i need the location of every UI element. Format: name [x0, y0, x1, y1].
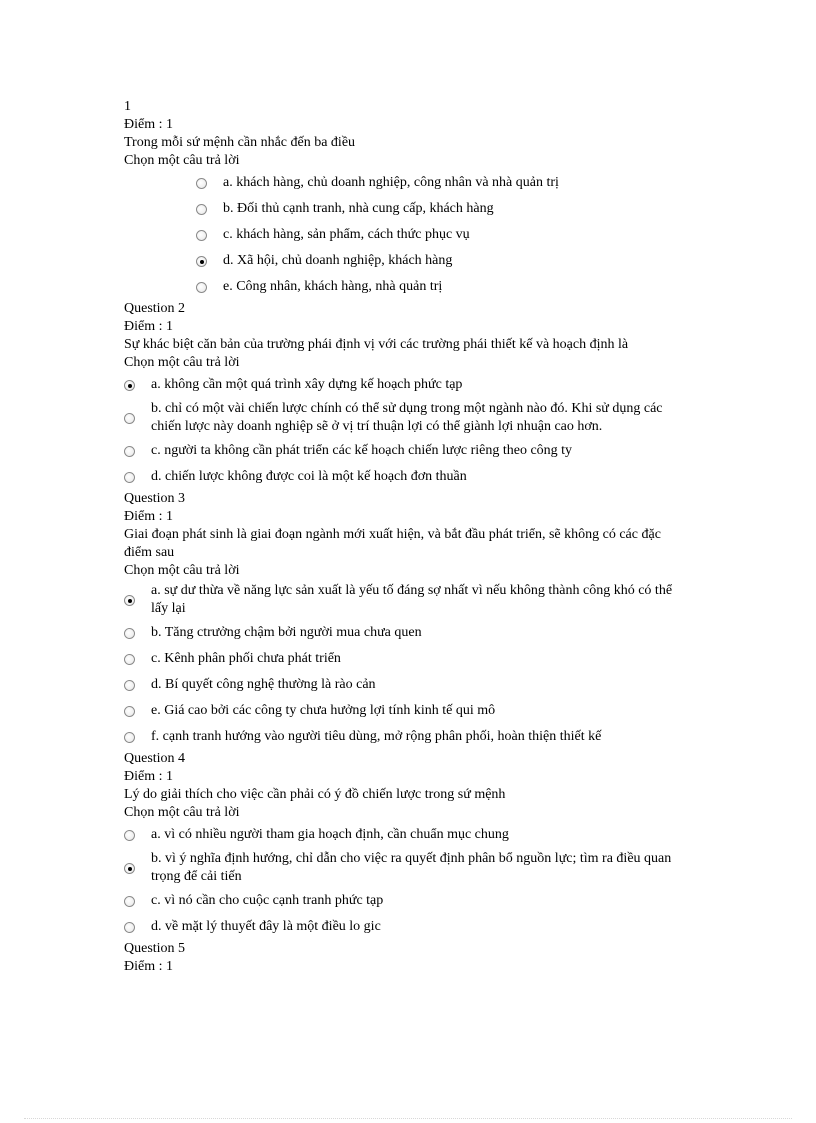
option-label: a. khách hàng, chủ doanh nghiệp, công nhân và nhà quản trị	[223, 175, 559, 190]
option-label: b. Tăng ctrưởng chậm bởi người mua chưa quen	[151, 625, 422, 640]
answer-option[interactable]	[124, 848, 684, 888]
radio-button-selected[interactable]	[124, 595, 135, 606]
answer-option[interactable]	[124, 646, 684, 672]
answer-option[interactable]	[124, 822, 684, 848]
radio-button[interactable]	[124, 472, 135, 483]
question-number: Question 3	[124, 491, 186, 506]
question-number: 1	[124, 99, 131, 114]
option-label: a. vì có nhiều người tham gia hoạch định, cần chuẩn mục chung	[151, 827, 509, 842]
question-number: Question 4	[124, 751, 186, 766]
radio-button[interactable]	[124, 446, 135, 457]
question-3	[124, 490, 684, 750]
answer-option[interactable]	[124, 464, 684, 490]
option-label: c. vì nó cần cho cuộc cạnh tranh phức tạp	[151, 893, 384, 908]
answer-option[interactable]	[124, 724, 684, 750]
radio-button[interactable]	[196, 178, 207, 189]
radio-button[interactable]	[124, 830, 135, 841]
option-label: e. Công nhân, khách hàng, nhà quản trị	[223, 279, 443, 294]
question-2	[124, 300, 684, 490]
answer-option[interactable]	[124, 372, 684, 398]
question-score: Điểm : 1	[124, 769, 173, 784]
answer-option[interactable]	[124, 274, 684, 300]
answer-prompt: Chọn một câu trả lời	[124, 563, 240, 578]
question-text: Sự khác biệt căn bản của trường phái định vị với các trường phái thiết kế và hoạch định là	[124, 337, 629, 352]
answer-option[interactable]	[124, 888, 684, 914]
option-label: d. Xã hội, chủ doanh nghiệp, khách hàng	[223, 253, 453, 268]
question-5	[124, 940, 684, 976]
answer-prompt: Chọn một câu trả lời	[124, 153, 240, 168]
radio-button[interactable]	[124, 654, 135, 665]
answer-prompt: Chọn một câu trả lời	[124, 805, 240, 820]
question-number: Question 2	[124, 301, 186, 316]
radio-button-selected[interactable]	[196, 256, 207, 267]
option-label: f. cạnh tranh hướng vào người tiêu dùng, mở rộng phân phối, hoàn thiện thiết kế	[151, 729, 602, 744]
answer-option[interactable]	[124, 398, 684, 438]
option-label: e. Giá cao bởi các công ty chưa hưởng lợi tính kinh tế qui mô	[151, 703, 496, 718]
option-label: b. Đối thủ cạnh tranh, nhà cung cấp, khách hàng	[223, 201, 494, 216]
answer-option[interactable]	[124, 196, 684, 222]
quiz-page	[124, 98, 684, 976]
question-score: Điểm : 1	[124, 117, 173, 132]
radio-button[interactable]	[196, 204, 207, 215]
option-label: c. Kênh phân phối chưa phát triển	[151, 651, 341, 666]
radio-button[interactable]	[124, 732, 135, 743]
radio-button[interactable]	[196, 230, 207, 241]
page-footer-divider	[24, 1118, 792, 1119]
radio-button[interactable]	[124, 706, 135, 717]
option-label: d. Bí quyết công nghệ thường là rào cản	[151, 677, 376, 692]
radio-button[interactable]	[124, 413, 135, 424]
radio-button-selected[interactable]	[124, 863, 135, 874]
answer-option[interactable]	[124, 248, 684, 274]
question-4	[124, 750, 684, 940]
answer-option[interactable]	[124, 438, 684, 464]
question-1	[124, 98, 684, 300]
answer-option[interactable]	[124, 672, 684, 698]
option-label: d. về mặt lý thuyết đây là một điều lo gic	[151, 919, 381, 934]
answer-option[interactable]	[124, 170, 684, 196]
option-label: b. chỉ có một vài chiến lược chính có thể sử dụng trong một ngành nào đó. Khi sử dụng các chiến lược này doanh nghiệp sẽ ở vị trí thuận lợi có thể giành lợi nhuận cao hơn.	[151, 401, 663, 434]
answer-option[interactable]	[124, 620, 684, 646]
answer-option[interactable]	[124, 580, 684, 620]
option-label: a. không cần một quá trình xây dựng kế hoạch phức tạp	[151, 377, 463, 392]
radio-button[interactable]	[124, 922, 135, 933]
question-score: Điểm : 1	[124, 959, 173, 974]
question-text: Lý do giải thích cho việc cần phải có ý đồ chiến lược trong sứ mệnh	[124, 787, 506, 802]
radio-button[interactable]	[196, 282, 207, 293]
question-number: Question 5	[124, 941, 186, 956]
radio-button[interactable]	[124, 680, 135, 691]
question-text: Giai đoạn phát sinh là giai đoạn ngành mới xuất hiện, và bắt đầu phát triển, sẽ không có các đặc điểm sau	[124, 527, 661, 560]
question-score: Điểm : 1	[124, 509, 173, 524]
option-label: b. vì ý nghĩa định hướng, chỉ dẫn cho việc ra quyết định phân bổ nguồn lực; tìm ra điều quan trọng để cải tiến	[151, 851, 672, 884]
answer-option[interactable]	[124, 914, 684, 940]
radio-button-selected[interactable]	[124, 380, 135, 391]
option-label: c. người ta không cần phát triển các kế hoạch chiến lược riêng theo công ty	[151, 443, 573, 458]
option-label: a. sự dư thừa về năng lực sản xuất là yếu tố đáng sợ nhất vì nếu không thành công khó có thể lấy lại	[151, 583, 673, 616]
answer-option[interactable]	[124, 698, 684, 724]
answer-option[interactable]	[124, 222, 684, 248]
radio-button[interactable]	[124, 896, 135, 907]
question-text: Trong mỗi sứ mệnh cần nhắc đến ba điều	[124, 135, 356, 150]
option-label: d. chiến lược không được coi là một kế hoạch đơn thuần	[151, 469, 467, 484]
option-label: c. khách hàng, sản phẩm, cách thức phục vụ	[223, 227, 470, 242]
answer-prompt: Chọn một câu trả lời	[124, 355, 240, 370]
radio-button[interactable]	[124, 628, 135, 639]
question-score: Điểm : 1	[124, 319, 173, 334]
